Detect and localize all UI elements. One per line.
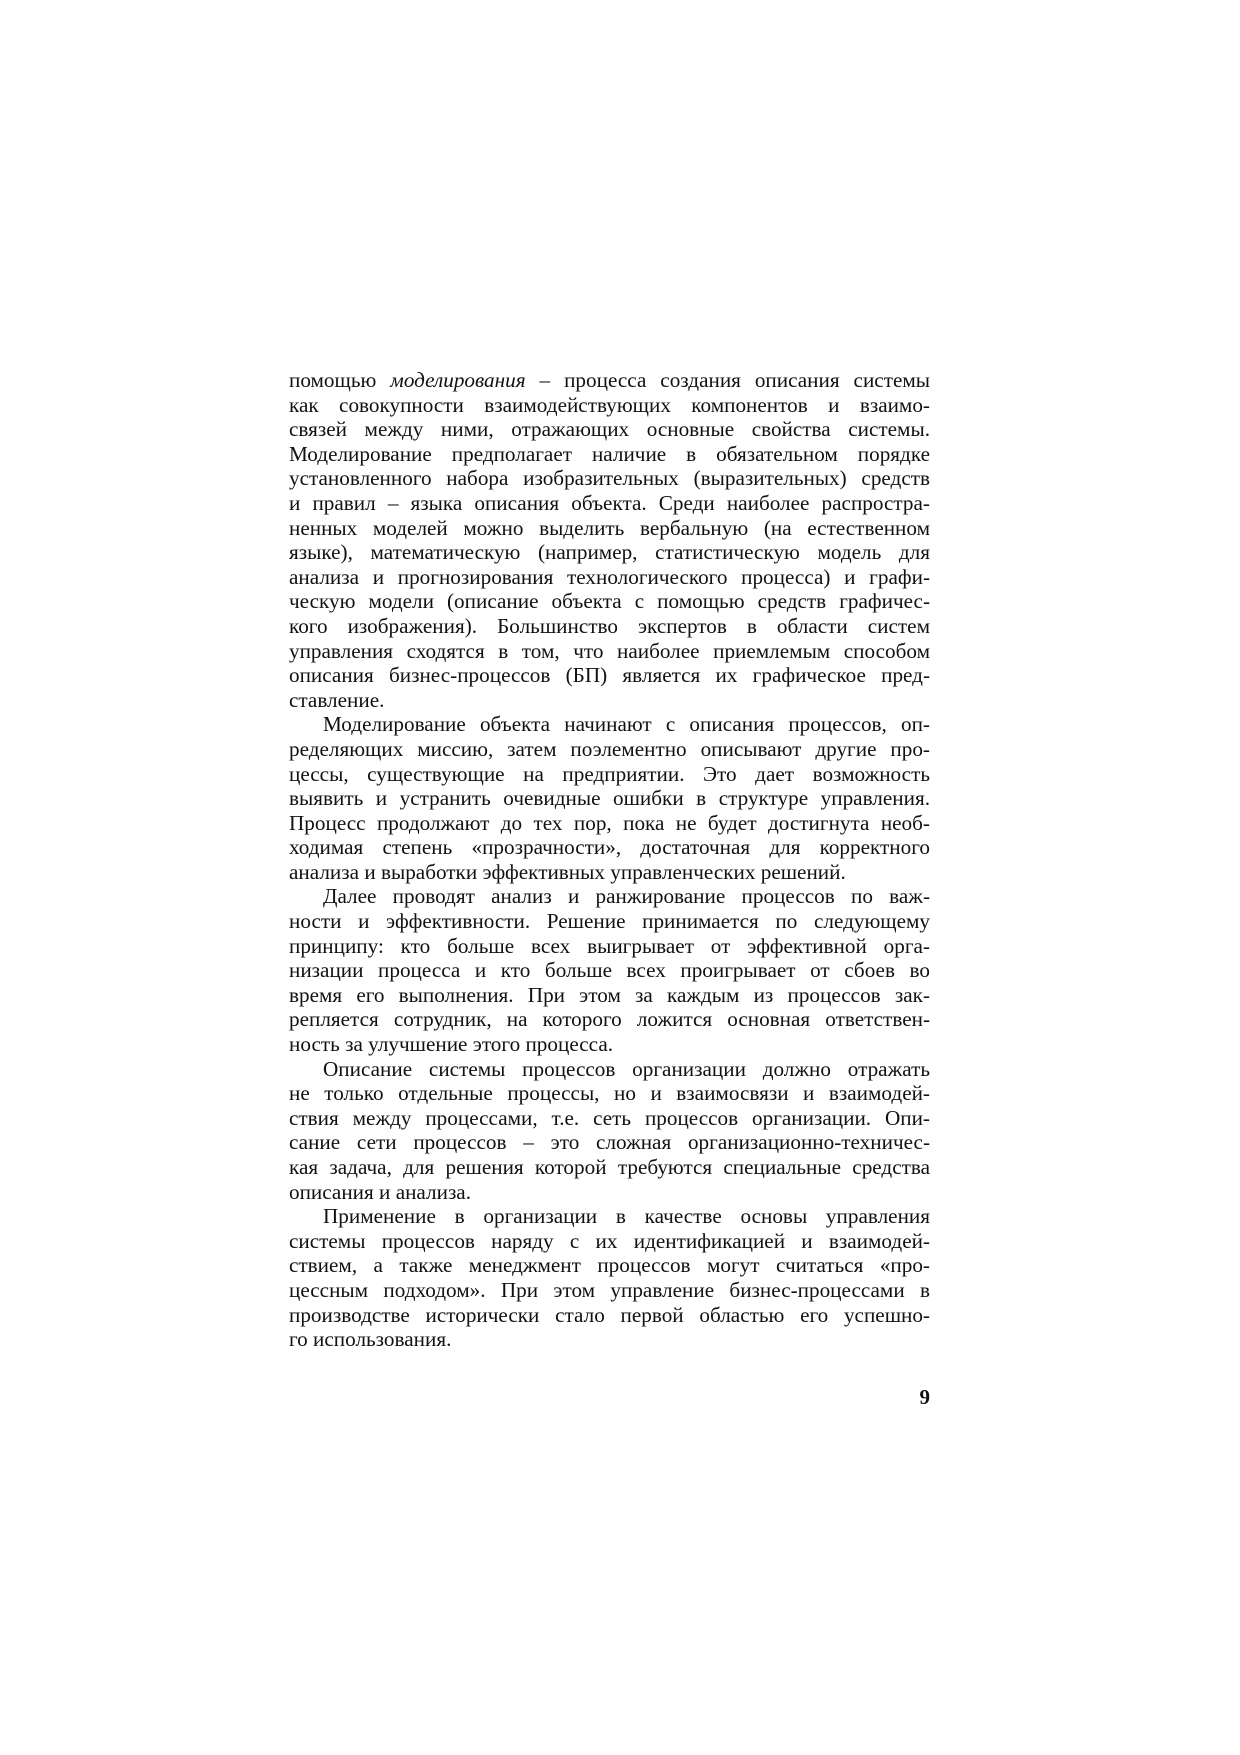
text-line	[289, 368, 930, 393]
text-run: Применение в организации в качестве основы управления	[323, 1204, 930, 1229]
text-line	[289, 491, 930, 516]
text-line	[289, 1007, 930, 1032]
text-line	[289, 663, 930, 688]
text-line	[289, 639, 930, 664]
text-run: – процесса создания описания системы	[525, 368, 931, 392]
text-line	[289, 393, 930, 418]
text-run: репляется сотрудник, на которого ложится основная ответствен-	[289, 1007, 930, 1032]
text-line	[289, 1327, 930, 1352]
text-line	[289, 884, 930, 909]
text-run: низации процесса и кто больше всех проигрывает от сбоев во	[289, 958, 930, 983]
text-run: ствием, а также менеджмент процессов могут считаться «про-	[289, 1253, 930, 1278]
text-run: языке), математическую (например, статистическую модель для	[289, 540, 930, 565]
text-line	[289, 909, 930, 934]
text-line	[289, 1081, 930, 1106]
text-run: ставление.	[289, 687, 385, 712]
text-run: сание сети процессов – это сложная организационно-техничес-	[289, 1130, 930, 1155]
text-line	[289, 1057, 930, 1082]
paragraph	[289, 1057, 930, 1205]
text-run: описания бизнес-процессов (БП) является их графическое пред-	[289, 663, 930, 688]
text-run: Далее проводят анализ и ранжирование процессов по важ-	[323, 884, 930, 909]
text-run: анализа и выработки эффективных управленческих решений.	[289, 859, 846, 884]
text-line	[289, 614, 930, 639]
text-run: ходимая степень «прозрачности», достаточная для корректного	[289, 835, 930, 860]
text-run: Процесс продолжают до тех пор, пока не будет достигнута необ-	[289, 810, 930, 835]
text-run: анализа и прогнозирования технологического процесса) и графи-	[289, 564, 930, 589]
text-line	[289, 1303, 930, 1328]
text-run: описания и анализа.	[289, 1179, 472, 1204]
text-line	[289, 1253, 930, 1278]
text-line	[289, 983, 930, 1008]
text-line	[289, 737, 930, 762]
text-run: установленного набора изобразительных (выразительных) средств	[289, 466, 930, 491]
text-line	[289, 442, 930, 467]
text-line	[289, 688, 930, 713]
page-number: 9	[919, 1385, 930, 1409]
text-run: Описание системы процессов организации должно отражать	[323, 1056, 930, 1081]
text-run: кого изображения). Большинство экспертов в области систем	[289, 613, 930, 638]
text-line	[289, 860, 930, 885]
text-run: го использования.	[289, 1327, 452, 1352]
text-run: кая задача, для решения которой требуются специальные средства	[289, 1155, 930, 1179]
text-line	[289, 1032, 930, 1057]
text-line	[289, 1278, 930, 1303]
text-line	[289, 835, 930, 860]
text-line	[289, 934, 930, 959]
text-run: и правил – языка описания объекта. Среди наиболее распростра-	[289, 490, 930, 515]
text-line	[289, 565, 930, 590]
text-line	[289, 1106, 930, 1131]
italic-term: моделирования	[390, 368, 526, 392]
text-run: принципу: кто больше всех выигрывает от эффективной орга-	[289, 933, 930, 958]
text-line	[289, 589, 930, 614]
paragraph	[289, 712, 930, 884]
text-line	[289, 540, 930, 565]
text-run: выявить и устранить очевидные ошибки в структуре управления.	[289, 786, 930, 811]
paragraph	[289, 884, 930, 1056]
text-run: ределяющих миссию, затем поэлементно описывают другие про-	[289, 736, 930, 761]
text-line	[289, 811, 930, 836]
text-line	[289, 1130, 930, 1155]
text-run: управления сходятся в том, что наиболее приемлемым способом	[289, 638, 930, 663]
body-text	[289, 368, 930, 1352]
text-run: ческую модели (описание объекта с помощью средств графичес-	[289, 589, 930, 614]
paragraph	[289, 1204, 930, 1352]
text-run: время его выполнения. При этом за каждым из процессов зак-	[289, 982, 930, 1007]
text-run: как совокупности взаимодействующих компонентов и взаимо-	[289, 392, 930, 417]
text-line	[289, 958, 930, 983]
paragraph	[289, 368, 930, 712]
text-line	[289, 1180, 930, 1205]
text-run: ненных моделей можно выделить вербальную (на естественном	[289, 515, 930, 540]
text-run: Моделирование объекта начинают с описания процессов, оп-	[323, 712, 930, 737]
text-run: Моделирование предполагает наличие в обязательном порядке	[289, 441, 930, 466]
text-run: производстве исторически стало первой областью его успешно-	[289, 1302, 930, 1327]
text-line	[289, 417, 930, 442]
text-line	[289, 1204, 930, 1229]
text-line	[289, 466, 930, 491]
text-run: связей между ними, отражающих основные свойства системы.	[289, 417, 930, 442]
text-run: ности и эффективности. Решение принимается по следующему	[289, 909, 930, 934]
text-run: помощью	[289, 368, 391, 392]
text-run: цессным подходом». При этом управление бизнес-процессами в	[289, 1277, 930, 1302]
text-line	[289, 712, 930, 737]
text-line	[289, 516, 930, 541]
text-run: ствия между процессами, т.е. сеть процессов организации. Опи-	[289, 1105, 930, 1130]
text-line	[289, 762, 930, 787]
text-run: ность за улучшение этого процесса.	[289, 1032, 614, 1057]
text-line	[289, 786, 930, 811]
text-line	[289, 1155, 930, 1180]
text-run: не только отдельные процессы, но и взаимосвязи и взаимодей-	[289, 1081, 930, 1106]
text-run: системы процессов наряду с их идентификацией и взаимодей-	[289, 1228, 930, 1253]
text-line	[289, 1229, 930, 1254]
text-run: цессы, существующие на предприятии. Это дает возможность	[289, 761, 930, 786]
